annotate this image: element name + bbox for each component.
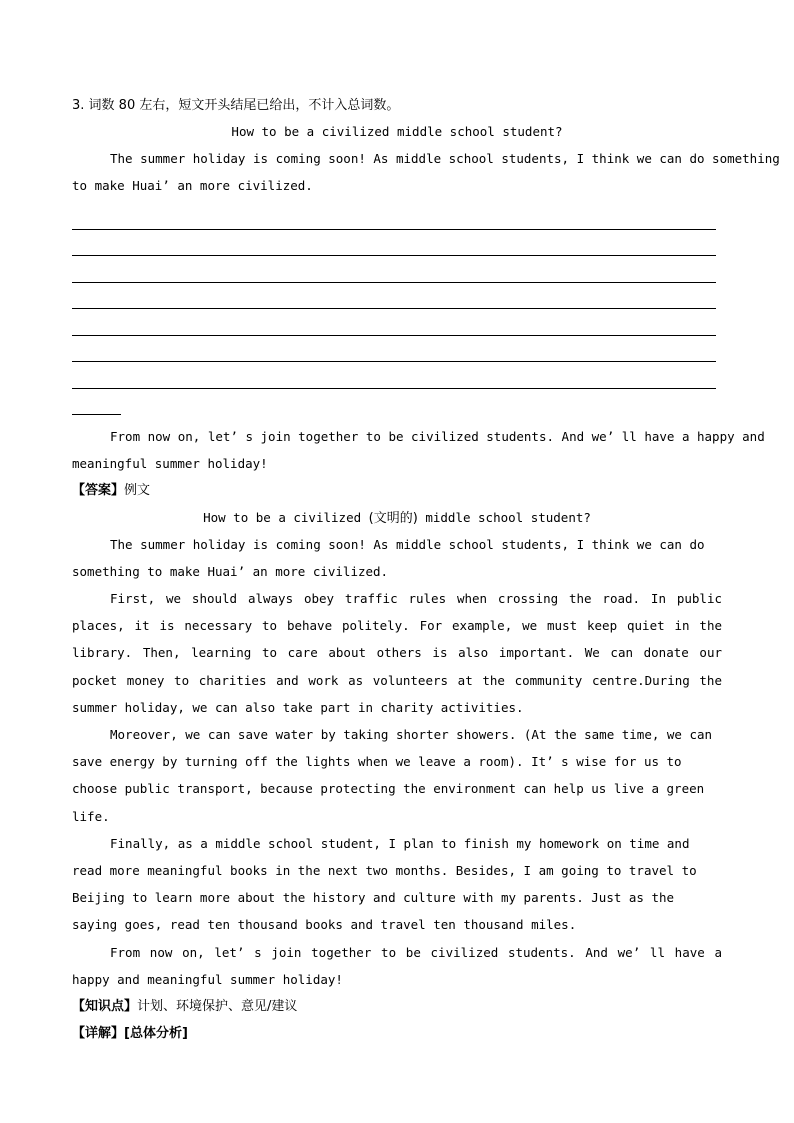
question-title: How to be a civilized middle school student? bbox=[231, 124, 563, 139]
question-instruction: 3. 词数 80 左右，短文开头结尾已给出，不计入总词数。 bbox=[72, 98, 400, 113]
essay-paragraph: Finally, as a middle school student, I plan to finish my homework on time and read more meaningful books in the next two months. Besides, I am going to travel to Beijing to learn more about the history and culture with my parents. Just as the saying goes, read ten thousand books and travel ten thousand miles. bbox=[72, 835, 697, 933]
answer-blank-line[interactable] bbox=[72, 283, 716, 310]
opening-line-1: The summer holiday is coming soon! As middle school students, I think we can do something bbox=[110, 151, 780, 166]
answer-title-part2: middle school student? bbox=[417, 509, 591, 525]
answer-blank-line[interactable] bbox=[72, 362, 716, 389]
answer-label-row bbox=[72, 477, 722, 504]
answer-blank-line[interactable] bbox=[72, 203, 716, 230]
writing-area[interactable] bbox=[72, 203, 716, 415]
closing-line-1: From now on, let’ s join together to be civilized students. And we’ ll have a happy and bbox=[110, 428, 765, 444]
answer-blank-line-end[interactable] bbox=[72, 389, 121, 415]
essay-paragraph: First, we should always obey traffic rules when crossing the road. In public places, it is necessary to behave politely. For example, we must keep quiet in the library. Then, learning to care about others is also important. We can donate our pocket money to charities and work as volunteers at the community centre.During the summer holiday, we can also take part in charity activities. bbox=[72, 590, 722, 715]
answer-blank-line[interactable] bbox=[72, 309, 716, 336]
knowledge-row bbox=[72, 993, 722, 1020]
closing-paragraph bbox=[72, 423, 765, 477]
detail-text: [总体分析] bbox=[124, 1025, 188, 1041]
answer-title-cn: (文明的) bbox=[368, 510, 418, 526]
essay-paragraph: Moreover, we can save water by taking shorter showers. (At the same time, we can save energy by turning off the lights when we leave a room). It’ s wise for us to choose public transport, because protecting the environment can help us live a green life. bbox=[72, 726, 713, 824]
answer-title bbox=[72, 504, 722, 531]
answer-title-part1: How to be a civilized bbox=[203, 509, 369, 525]
answer-label: 【答案】 bbox=[72, 482, 125, 498]
knowledge-text: 计划、环境保护、意见/建议 bbox=[137, 998, 298, 1014]
answer-label-suffix: 例文 bbox=[124, 482, 151, 498]
detail-label: 【详解】 bbox=[72, 1025, 125, 1041]
answer-blank-line[interactable] bbox=[72, 336, 716, 363]
knowledge-label: 【知识点】 bbox=[72, 998, 138, 1014]
answer-blank-line[interactable] bbox=[72, 230, 716, 257]
document-page bbox=[72, 96, 780, 1047]
closing-line-2: meaningful summer holiday! bbox=[72, 455, 268, 471]
opening-line-2: to make Huai’ an more civilized. bbox=[72, 178, 313, 193]
detail-row bbox=[72, 1020, 722, 1047]
opening-paragraph bbox=[72, 145, 780, 199]
essay-paragraph: The summer holiday is coming soon! As middle school students, I think we can do something to make Huai’ an more civilized. bbox=[72, 536, 705, 579]
answer-blank-line[interactable] bbox=[72, 256, 716, 283]
answer-essay bbox=[72, 531, 722, 993]
essay-paragraph: From now on, let’ s join together to be civilized students. And we’ ll have a happy and meaningful summer holiday! bbox=[72, 944, 722, 987]
